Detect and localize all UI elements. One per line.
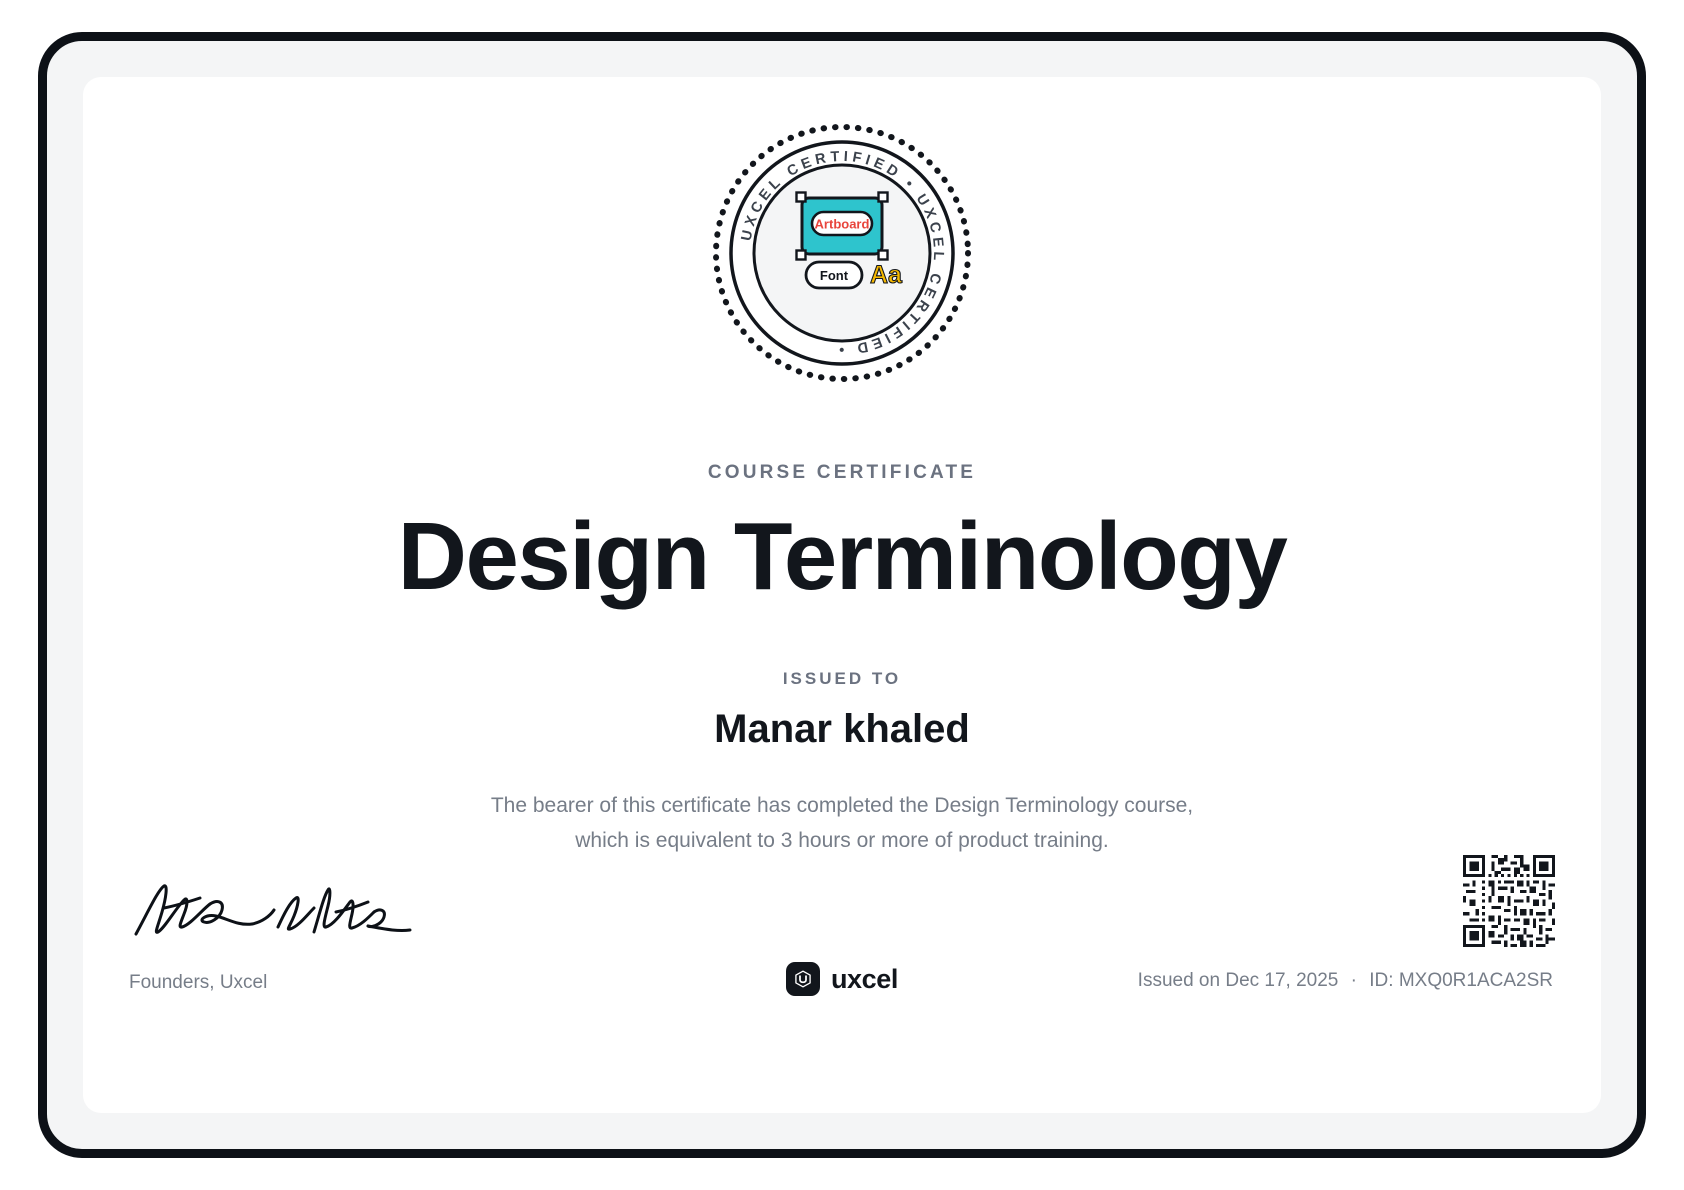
svg-text:Aa: Aa xyxy=(870,261,902,289)
issue-info xyxy=(1138,970,1553,992)
issued-on-date: Issued on Dec 17, 2025 xyxy=(1137,970,1339,991)
certificate-description xyxy=(83,789,1601,858)
description-line-1: The bearer of this certificate has completed the Design Terminology course, xyxy=(490,794,1194,817)
brand-name: uxcel xyxy=(830,963,899,994)
qr-code xyxy=(1463,855,1555,947)
svg-text:Artboard: Artboard xyxy=(814,216,870,232)
certificate-id: ID: MXQ0R1ACA2SR xyxy=(1369,970,1553,991)
uxcel-cube-icon xyxy=(786,962,820,996)
certificate-eyebrow: COURSE CERTIFICATE xyxy=(707,462,977,483)
recipient-name: Manar khaled xyxy=(714,707,970,751)
certification-seal xyxy=(708,119,976,387)
issue-info-separator: · xyxy=(1350,970,1357,991)
svg-text:Font: Font xyxy=(819,268,849,283)
page-title: Design Terminology xyxy=(397,503,1287,610)
founders-signature xyxy=(128,872,428,952)
description-line-2: which is equivalent to 3 hours or more of product training. xyxy=(575,828,1109,852)
certificate-body xyxy=(83,77,1601,1113)
founders-label: Founders, Uxcel xyxy=(129,972,268,993)
svg-text:UXCEL CERTIFIED • UXCEL CERTIF: UXCEL CERTIFIED • UXCEL CERTIFIED • xyxy=(738,148,947,358)
certificate-frame xyxy=(38,32,1646,1158)
issued-to-label: ISSUED TO xyxy=(782,669,902,688)
